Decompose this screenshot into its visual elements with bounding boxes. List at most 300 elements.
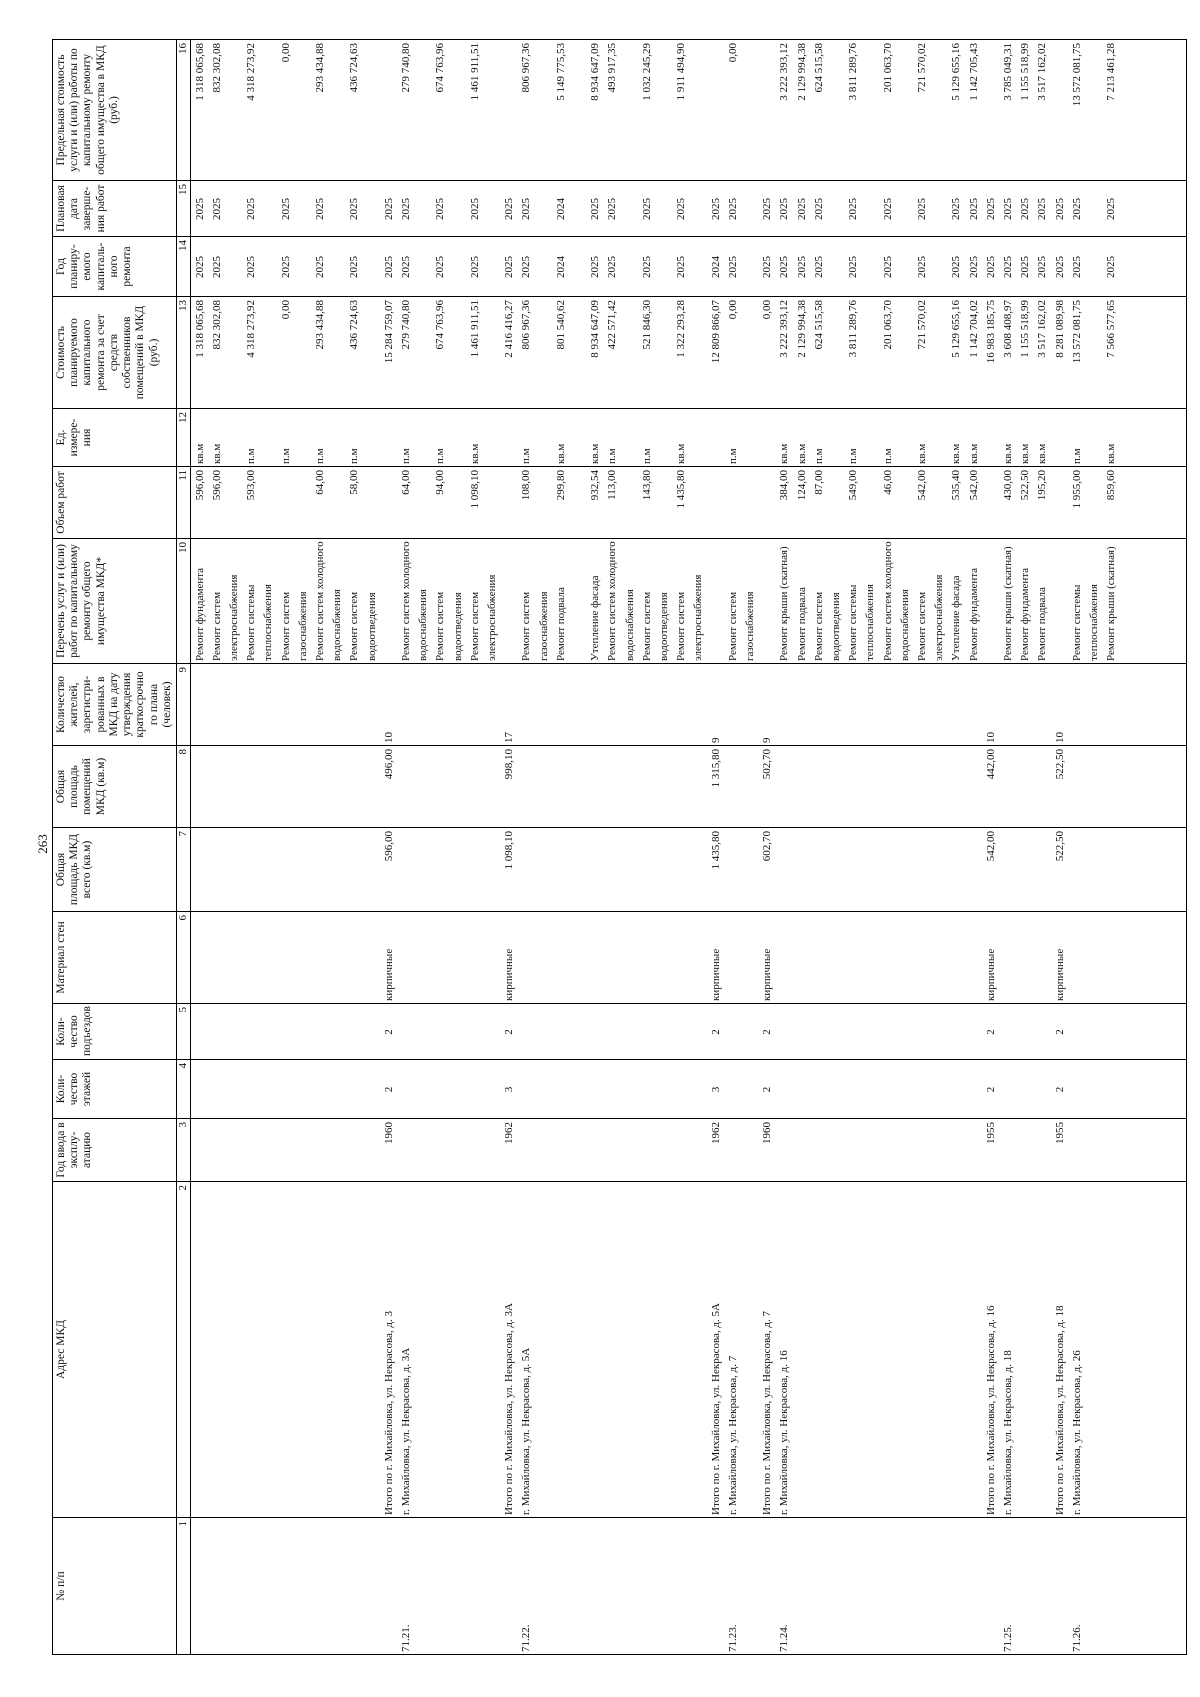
cell-line: 2025 — [709, 198, 722, 220]
cell-line: 3 811 289,76 — [847, 300, 860, 358]
cell-line: 195,20 — [1036, 470, 1049, 501]
cell-line: 422 571,42 — [606, 300, 619, 350]
cell-line: 5 129 655,16 — [950, 43, 963, 101]
cell-line: 279 740,80 — [400, 43, 412, 93]
cell-line: 2025 — [847, 198, 860, 220]
cell-line: 1 435,80 — [675, 470, 688, 509]
cell-line: 2025 — [984, 256, 997, 278]
cell-line: Ремонт крыши (скатная) — [1105, 546, 1118, 661]
cell-line: 436 724,63 — [348, 43, 361, 93]
cell-line: 2 — [761, 1029, 774, 1035]
cell-line: 674 763,96 — [434, 300, 447, 350]
cell-line: 384,00 — [778, 470, 791, 501]
cell-line: кв.м — [675, 443, 688, 464]
cell-line: теплоснабжения — [864, 584, 877, 661]
cell-line: 0,00 — [279, 43, 292, 63]
cell-line: 1 142 704,02 — [967, 300, 980, 358]
cell-line: 3 517 162,02 — [1036, 43, 1049, 101]
column-7-cells — [190, 828, 1186, 912]
cell-line: газоснабжения — [296, 591, 309, 661]
cell-line: 1955 — [1053, 1122, 1066, 1144]
cell-line: теплоснабжения — [262, 584, 275, 661]
cell-line: 2025 — [245, 198, 258, 220]
cell-line: 2025 — [847, 256, 860, 278]
column-number-13: 13 — [176, 297, 190, 409]
cell-line: кирпичные — [1053, 948, 1066, 1001]
table-body-row — [190, 40, 1186, 1655]
cell-line: 2025 — [761, 198, 774, 220]
cell-line: 998,10 — [503, 749, 516, 780]
cell-line: водоотведения — [451, 592, 464, 661]
cell-line: кв.м — [778, 443, 791, 464]
cell-line: п.м — [1070, 448, 1083, 464]
cell-line: 2025 — [1105, 256, 1118, 278]
cell-line: 3 222 393,12 — [778, 43, 791, 101]
cell-line: 3 785 049,31 — [1002, 43, 1014, 101]
cell-line: 2025 — [984, 198, 997, 220]
cell-line: водоотведения — [658, 592, 670, 661]
column-header-13: Стоимость планируемого капитального ремонта за счет средств собственников помещений в МКД (руб.) — [53, 297, 177, 409]
cell-line: 2025 — [1070, 198, 1083, 220]
cell-line: 2025 — [778, 256, 791, 278]
cell-line: кв.м — [554, 443, 567, 464]
cell-line: Ремонт системы — [847, 584, 860, 661]
cell-line: Утепление фасада — [950, 575, 963, 661]
cell-line: 2025 — [778, 198, 791, 220]
cell-line: кв.м — [193, 443, 206, 464]
cell-line: 721 570,02 — [916, 300, 928, 350]
cell-line: 602,70 — [761, 831, 774, 862]
cell-line: 2024 — [709, 256, 722, 278]
cell-line: 832 302,08 — [210, 300, 223, 350]
cell-line: 279 740,80 — [400, 300, 412, 350]
cell-line: 87,00 — [812, 470, 825, 495]
column-3-cells — [190, 1119, 1186, 1182]
cell-line: 2025 — [967, 198, 980, 220]
column-number-14: 14 — [176, 237, 190, 297]
cell-line: п.м — [245, 448, 258, 464]
cell-line: Ремонт систем — [520, 591, 533, 661]
cell-line: 0,00 — [279, 300, 292, 320]
cell-line: 0,00 — [726, 43, 739, 63]
cell-line: 2025 — [589, 256, 602, 278]
cell-line: 2025 — [812, 256, 825, 278]
cell-line: кв.м — [967, 443, 980, 464]
cell-line: 46,00 — [881, 470, 894, 495]
cell-line: п.м — [400, 448, 412, 464]
cell-line: Ремонт систем — [468, 591, 481, 661]
cell-line: Ремонт фундамента — [967, 567, 980, 661]
cell-line: 2025 — [606, 256, 619, 278]
cell-line: Ремонт систем — [279, 591, 292, 661]
column-header-5: Коли-чество подъездов — [53, 1004, 177, 1060]
cell-line: 1 461 911,51 — [468, 300, 481, 358]
cell-line: 2 — [503, 1029, 516, 1035]
cell-line: 1960 — [382, 1122, 395, 1144]
cell-line: 4 318 273,92 — [245, 43, 258, 101]
column-15-cells — [190, 181, 1186, 237]
cell-line: кирпичные — [503, 948, 516, 1001]
cell-line: 3 811 289,76 — [847, 43, 860, 101]
column-number-6: 6 — [176, 912, 190, 1004]
cell-line: кв.м — [1105, 443, 1118, 464]
cell-line: Ремонт подвала — [554, 587, 567, 661]
cell-line: 442,00 — [984, 749, 997, 780]
cell-line: 2025 — [279, 256, 292, 278]
column-number-9: 9 — [176, 664, 190, 746]
cell-line: 71.25. — [1002, 1624, 1014, 1652]
column-number-3: 3 — [176, 1119, 190, 1182]
cell-line: Ремонт систем холодного — [314, 541, 326, 661]
cell-line: 2025 — [314, 198, 326, 220]
cell-line: 2025 — [881, 198, 894, 220]
cell-line: 1 315,80 — [709, 749, 722, 788]
cell-line: 71.26. — [1070, 1624, 1083, 1652]
column-number-8: 8 — [176, 746, 190, 828]
cell-line: 2025 — [245, 256, 258, 278]
cell-line: водоснабжения — [623, 589, 636, 661]
cell-line: газоснабжения — [744, 591, 756, 661]
cell-line: 2025 — [726, 256, 739, 278]
cell-line: 596,00 — [210, 470, 223, 501]
header-row — [53, 40, 177, 1655]
cell-line: электроснабжения — [228, 574, 240, 661]
cell-line: 1 318 065,68 — [193, 300, 206, 358]
column-header-16: Предельная стоимость услуги и (или) работы по капитальному ремонту общего имущества в МКД (руб.) — [53, 40, 177, 181]
cell-line: 2025 — [503, 198, 516, 220]
cell-line: 2025 — [193, 256, 206, 278]
column-10-cells — [190, 539, 1186, 664]
capital-repair-table — [52, 39, 1187, 1655]
cell-line: 3 222 393,12 — [778, 300, 791, 358]
cell-line: 2025 — [812, 198, 825, 220]
cell-line: 201 063,70 — [881, 43, 894, 93]
cell-line: 7 213 461,28 — [1105, 43, 1118, 101]
cell-line: электроснабжения — [933, 574, 946, 661]
cell-line: 2025 — [1053, 198, 1066, 220]
cell-line: Ремонт систем холодного — [400, 541, 412, 661]
cell-line: 1 318 065,68 — [193, 43, 206, 101]
cell-line: кирпичные — [709, 948, 722, 1001]
cell-line: 2025 — [881, 256, 894, 278]
cell-line: 859,60 — [1105, 470, 1118, 501]
cell-line: 2 416 416,27 — [503, 300, 516, 358]
cell-line: г. Михайловка, ул. Некрасова, д. 5А — [520, 1347, 533, 1515]
cell-line: водоотведения — [365, 592, 378, 661]
cell-line: 2025 — [606, 198, 619, 220]
cell-line: 2025 — [434, 198, 447, 220]
cell-line: 493 917,35 — [606, 43, 619, 93]
cell-line: Ремонт системы — [1070, 584, 1083, 661]
column-number-15: 15 — [176, 181, 190, 237]
column-header-1: № п/п — [53, 1518, 177, 1655]
cell-line: п.м — [812, 448, 825, 464]
cell-line: 1 032 245,29 — [640, 43, 653, 101]
cell-line: 2025 — [1019, 198, 1032, 220]
cell-line: 430,00 — [1002, 470, 1014, 501]
cell-line: Итого по г. Михайловка, ул. Некрасова, д. 18 — [1053, 1305, 1066, 1515]
cell-line: электроснабжения — [486, 574, 498, 661]
cell-line: п.м — [348, 448, 361, 464]
cell-line: 201 063,70 — [881, 300, 894, 350]
column-11-cells — [190, 467, 1186, 539]
cell-line: кв.м — [210, 443, 223, 464]
cell-line: 0,00 — [761, 300, 774, 320]
cell-line: 2025 — [279, 198, 292, 220]
cell-line: Ремонт систем — [640, 591, 653, 661]
cell-line: 2 129 994,38 — [795, 300, 808, 358]
cell-line: 542,00 — [916, 470, 928, 501]
cell-line: 71.24. — [778, 1624, 791, 1652]
column-header-15: Плановая дата заверше-ния работ — [53, 181, 177, 237]
cell-line: 2025 — [950, 198, 963, 220]
column-header-12: Ед. измере-ния — [53, 409, 177, 467]
cell-line: Итого по г. Михайловка, ул. Некрасова, д. 7 — [761, 1310, 774, 1515]
cell-line: 496,00 — [382, 749, 395, 780]
cell-line: Итого по г. Михайловка, ул. Некрасова, д. 3 — [382, 1310, 395, 1515]
cell-line: п.м — [520, 448, 533, 464]
cell-line: 535,40 — [950, 470, 963, 501]
cell-line: газоснабжения — [537, 591, 550, 661]
column-14-cells — [190, 237, 1186, 297]
cell-line: 2025 — [520, 198, 533, 220]
cell-line: Ремонт систем холодного — [881, 541, 894, 661]
cell-line: Ремонт систем — [348, 591, 361, 661]
cell-line: 299,80 — [554, 470, 567, 501]
cell-line: 2025 — [916, 256, 928, 278]
cell-line: 542,00 — [984, 831, 997, 862]
cell-line: Ремонт систем — [434, 591, 447, 661]
cell-line: п.м — [847, 448, 860, 464]
cell-line: 17 — [503, 732, 516, 743]
cell-line: Итого по г. Михайловка, ул. Некрасова, д. 3А — [503, 1303, 516, 1515]
cell-line: 2 — [709, 1029, 722, 1035]
cell-line: 2025 — [967, 256, 980, 278]
cell-line: 1962 — [503, 1122, 516, 1144]
cell-line: 2025 — [434, 256, 447, 278]
cell-line: 521 846,30 — [640, 300, 653, 350]
cell-line: водоотведения — [830, 592, 842, 661]
cell-line: 1 435,80 — [709, 831, 722, 870]
cell-line: Итого по г. Михайловка, ул. Некрасова, д. 16 — [984, 1305, 997, 1515]
cell-line: 2025 — [675, 198, 688, 220]
column-number-16: 16 — [176, 40, 190, 181]
cell-line: 596,00 — [193, 470, 206, 501]
cell-line: 2025 — [795, 256, 808, 278]
cell-line: 549,00 — [847, 470, 860, 501]
cell-line: 2 — [984, 1086, 997, 1093]
column-number-4: 4 — [176, 1060, 190, 1119]
cell-line: 2025 — [1053, 256, 1066, 278]
cell-line: 5 149 775,53 — [554, 43, 567, 101]
rotated-table-container — [52, 40, 1187, 1655]
cell-line: 2 — [382, 1086, 395, 1093]
cell-line: 1 461 911,51 — [468, 43, 481, 101]
cell-line: 2025 — [1105, 198, 1118, 220]
cell-line: 5 129 655,16 — [950, 300, 963, 358]
cell-line: 522,50 — [1019, 470, 1032, 501]
column-number-5: 5 — [176, 1004, 190, 1060]
cell-line: 10 — [984, 732, 997, 743]
cell-line: Ремонт крыши (скатная) — [1002, 546, 1014, 661]
cell-line: 1 955,00 — [1070, 470, 1083, 509]
column-number-10: 10 — [176, 539, 190, 664]
cell-line: 2025 — [348, 256, 361, 278]
cell-line: 124,00 — [795, 470, 808, 501]
column-header-10: Перечень услуг и (или) работ по капитальному ремонту общего имущества МКД* — [53, 539, 177, 664]
cell-line: кирпичные — [984, 948, 997, 1001]
cell-line: 8 934 647,09 — [589, 300, 602, 358]
cell-line: 13 572 081,75 — [1070, 43, 1083, 107]
cell-line: кв.м — [589, 443, 602, 464]
cell-line: 2025 — [1036, 198, 1049, 220]
column-number-row — [176, 40, 190, 1655]
cell-line: 2025 — [1002, 198, 1014, 220]
cell-line: 2025 — [916, 198, 928, 220]
cell-line: 2025 — [795, 198, 808, 220]
cell-line: 8 934 647,09 — [589, 43, 602, 101]
cell-line: Ремонт подвала — [795, 587, 808, 661]
cell-line: 293 434,88 — [314, 43, 326, 93]
column-2-cells — [190, 1182, 1186, 1518]
cell-line: 2025 — [675, 256, 688, 278]
column-6-cells — [190, 912, 1186, 1004]
cell-line: Ремонт системы — [245, 584, 258, 661]
cell-line: 1 155 518,99 — [1019, 300, 1032, 358]
column-header-8: Общая площадь помещений МКД (кв.м) — [53, 746, 177, 828]
cell-line: Ремонт крыши (скатная) — [778, 546, 791, 661]
cell-line: п.м — [640, 448, 653, 464]
cell-line: водоснабжения — [417, 589, 430, 661]
cell-line: 2025 — [1070, 256, 1083, 278]
cell-line: Ремонт фундамента — [193, 567, 206, 661]
cell-line: 12 809 866,07 — [709, 300, 722, 364]
cell-line: 2025 — [520, 256, 533, 278]
cell-line: г. Михайловка, ул. Некрасова, д. 16 — [778, 1350, 791, 1515]
cell-line: 2025 — [640, 198, 653, 220]
cell-line: 1 142 705,43 — [967, 43, 980, 101]
cell-line: 108,00 — [520, 470, 533, 501]
column-number-12: 12 — [176, 409, 190, 467]
cell-line: кв.м — [1036, 443, 1049, 464]
cell-line: водоснабжения — [331, 589, 344, 661]
cell-line: Ремонт систем — [675, 591, 688, 661]
cell-line: кв.м — [1002, 443, 1014, 464]
cell-line: 113,00 — [606, 470, 619, 500]
cell-line: 10 — [382, 732, 395, 743]
cell-line: 2024 — [554, 198, 567, 220]
cell-line: кв.м — [1019, 443, 1032, 464]
cell-line: водоснабжения — [898, 589, 911, 661]
cell-line: 2025 — [1019, 256, 1032, 278]
cell-line: электроснабжения — [692, 574, 705, 661]
column-header-9: Количество жителей, зарегистри-рованных в МКД на дату утверждения краткосрочно го плана (человек) — [53, 664, 177, 746]
cell-line: 3 608 408,97 — [1002, 300, 1014, 358]
cell-line: 58,00 — [348, 470, 361, 495]
cell-line: кв.м — [795, 443, 808, 464]
column-header-4: Коли-чество этажей — [53, 1060, 177, 1119]
cell-line: 15 284 759,07 — [382, 300, 395, 364]
column-header-6: Материал стен — [53, 912, 177, 1004]
cell-line: 293 434,88 — [314, 300, 326, 350]
cell-line: Ремонт систем — [812, 591, 825, 661]
cell-line: 1 322 293,28 — [675, 300, 688, 358]
cell-line: 2 — [1053, 1086, 1066, 1093]
cell-line: 806 967,36 — [520, 43, 533, 93]
cell-line: 94,00 — [434, 470, 447, 495]
cell-line: 2 — [761, 1086, 774, 1093]
cell-line: 2025 — [400, 198, 412, 220]
cell-line: 2 — [382, 1029, 395, 1035]
cell-line: 13 572 081,75 — [1070, 300, 1083, 364]
cell-line: Ремонт подвала — [1036, 587, 1049, 661]
cell-line: 721 570,02 — [916, 43, 928, 93]
cell-line: 3 — [709, 1086, 722, 1093]
cell-line: 2 129 994,38 — [795, 43, 808, 101]
cell-line: Итого по г. Михайловка, ул. Некрасова, д. 5А — [709, 1303, 722, 1515]
column-13-cells — [190, 297, 1186, 409]
column-header-11: Объем работ — [53, 467, 177, 539]
cell-line: 4 318 273,92 — [245, 300, 258, 358]
cell-line: 2025 — [950, 256, 963, 278]
column-number-7: 7 — [176, 828, 190, 912]
cell-line: 7 566 577,65 — [1105, 300, 1118, 358]
cell-line: г. Михайловка, ул. Некрасова, д. 18 — [1002, 1350, 1014, 1515]
cell-line: кв.м — [950, 443, 963, 464]
cell-line: 542,00 — [967, 470, 980, 501]
cell-line: 2025 — [314, 256, 326, 278]
cell-line: 1 098,10 — [503, 831, 516, 870]
cell-line: 2025 — [468, 198, 481, 220]
column-12-cells — [190, 409, 1186, 467]
cell-line: 2025 — [210, 198, 223, 220]
cell-line: Ремонт систем — [210, 591, 223, 661]
cell-line: 1 155 518,99 — [1019, 43, 1032, 101]
column-4-cells — [190, 1060, 1186, 1119]
cell-line: Ремонт систем холодного — [606, 541, 619, 661]
cell-line: 143,80 — [640, 470, 653, 501]
cell-line: п.м — [881, 448, 894, 464]
cell-line: 2025 — [193, 198, 206, 220]
cell-line: 9 — [761, 737, 774, 743]
cell-line: 436 724,63 — [348, 300, 361, 350]
cell-line: 71.22. — [520, 1624, 533, 1652]
cell-line: 801 540,62 — [554, 300, 567, 350]
cell-line: 2 — [984, 1029, 997, 1035]
column-header-3: Год ввода в эксплу-атацию — [53, 1119, 177, 1182]
page-number: 263 — [35, 834, 50, 854]
cell-line: 522,50 — [1053, 749, 1066, 780]
cell-line: 16 983 185,75 — [984, 300, 997, 364]
cell-line: 2025 — [761, 256, 774, 278]
column-header-7: Общая площадь МКД всего (кв.м) — [53, 828, 177, 912]
cell-line: 2025 — [640, 256, 653, 278]
cell-line: 596,00 — [382, 831, 395, 862]
column-header-14: Год планиру-емого капиталь-ного ремонта — [53, 237, 177, 297]
column-5-cells — [190, 1004, 1186, 1060]
column-9-cells — [190, 664, 1186, 746]
cell-line: теплоснабжения — [1088, 584, 1100, 661]
cell-line: г. Михайловка, ул. Некрасова, д. 7 — [726, 1355, 739, 1515]
cell-line: 2025 — [382, 198, 395, 220]
cell-line: 502,70 — [761, 749, 774, 780]
cell-line: п.м — [606, 448, 619, 464]
cell-line: кирпичные — [382, 948, 395, 1001]
cell-line: 1 911 494,90 — [675, 43, 688, 101]
cell-line: 624 515,58 — [812, 300, 825, 350]
cell-line: 624 515,58 — [812, 43, 825, 93]
cell-line: 71.23. — [726, 1624, 739, 1652]
